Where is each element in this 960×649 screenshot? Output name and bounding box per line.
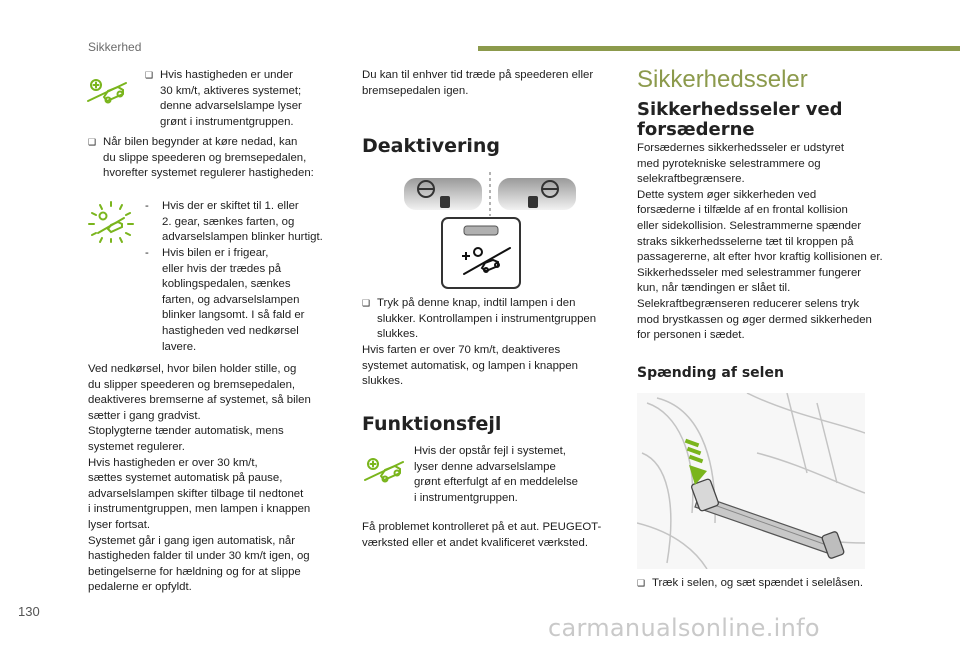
bullet-text: Tryk på denne knap, indtil lampen i den slukker. Kontrollampen i instrumentgruppen slukkes.: [377, 297, 597, 341]
dash-text: Hvis bilen er i frigear, eller hvis der trædes på koblingspedalen, sænkes farten, og advarselslampen blinker langsomt. I så fald er hastigheden ved nedkørsel lavere.: [162, 247, 305, 353]
hill-descent-blinking-lamp-icon: [86, 200, 136, 244]
watermark: carmanualsonline.info: [548, 614, 820, 642]
funktionsfejl-paragraph: Få problemet kontrolleret på et aut. PEUGEOT- værksted eller et andet kvalificeret værksted.: [362, 521, 602, 549]
bullet-lamp-green-below-30: [145, 68, 345, 132]
dash-mark: -: [145, 247, 149, 259]
deaktivering-paragraph: Hvis farten er over 70 km/t, deaktiveres systemet automatisk, og lampen i knappen slukkes.: [362, 344, 578, 388]
bullet-text: Når bilen begynder at køre nedad, kan du slippe speederen og bremsepedalen, hvorefter systemet regulerer hastigheden:: [103, 136, 314, 180]
dash-text: Hvis der er skiftet til 1. eller 2. gear, sænkes farten, og advarselslampen blinker hurtigt.: [162, 200, 323, 244]
funktionsfejl-heading: Funktionsfejl: [362, 413, 502, 435]
seatbelt-paragraph: Forsædernes sikkerhedsseler er udstyret med pyrotekniske selestrammere og selekraftbegrænsere. Dette system øger sikkerheden ved forsæderne i tilfælde af en frontal kollision eller sidekollision. Selestrammerne spænder straks sikkerhedsselerne tæt til kroppen på passagererne, alt efter hvor kraftig kollisionen er. Sikkerhedsseler med selestrammer fungerer kun, når tændingen er slået til. Selekraftbegrænseren reducerer selens tryk mod brystkassen og øger dermed sikkerheden for personen i sædet.: [637, 142, 883, 342]
col2-intro: Du kan til enhver tid træde på speederen eller bremsepedalen igen.: [362, 69, 594, 97]
forsaederne-heading: Sikkerhedsseler ved forsæderne: [637, 99, 843, 140]
bullet-going-downhill: [88, 135, 348, 183]
bullet-mark: ❑: [145, 70, 154, 80]
bullet-text: Træk i selen, og sæt spændet i selelåsen.: [652, 577, 864, 589]
section-label: Sikkerhed: [88, 40, 142, 54]
seatbelt-illustration: [637, 393, 865, 569]
col1-paragraph: Ved nedkørsel, hvor bilen holder stille, og du slipper speederen og bremsepedalen, deaktiveres bremserne af systemet, så bilen sætter i gang gradvist. Stoplygterne tænder automatisk, mens systemet regulerer. Hvis hastigheden er over 30 km/t, sættes systemet automatisk på pause, advarselslampen skifter tilbage til nedtonet i instrumentgruppen, men lampen i knappen lyser fortsat. Systemet går i gang igen automatisk, når hastigheden falder til under 30 km/t igen, og betingelserne for hældning og for at slippe pedalerne er opfyldt.: [88, 363, 311, 594]
bullet-text: Hvis hastigheden er under 30 km/t, aktiveres systemet; denne advarselslampe lyser grønt i instrumentgruppen.: [160, 69, 302, 128]
bullet-mark: ❑: [362, 298, 371, 308]
dash-mark: -: [145, 200, 149, 212]
page-number: 130: [18, 604, 40, 619]
spaending-heading: Spænding af selen: [637, 365, 784, 381]
deaktivering-heading: Deaktivering: [362, 135, 500, 157]
bullet-mark: ❑: [637, 578, 646, 588]
bullet-press-button: [362, 296, 622, 344]
funktionsfejl-text: Hvis der opstår fejl i systemet, lyser denne advarselslampe grønt efterfulgt af en meddelelse i instrumentgruppen.: [414, 445, 578, 504]
hill-descent-lamp-icon: [86, 77, 128, 107]
dashboard-button-illustration: [404, 172, 580, 290]
bullet-pull-belt: [637, 576, 907, 594]
sikkerhedsseler-title: Sikkerhedsseler: [637, 66, 808, 93]
header-bar: [478, 46, 960, 51]
dash-item-gear: [145, 199, 345, 247]
malfunction-lamp-icon: [363, 456, 405, 486]
dash-item-neutral: [145, 246, 345, 356]
bullet-mark: ❑: [88, 137, 97, 147]
